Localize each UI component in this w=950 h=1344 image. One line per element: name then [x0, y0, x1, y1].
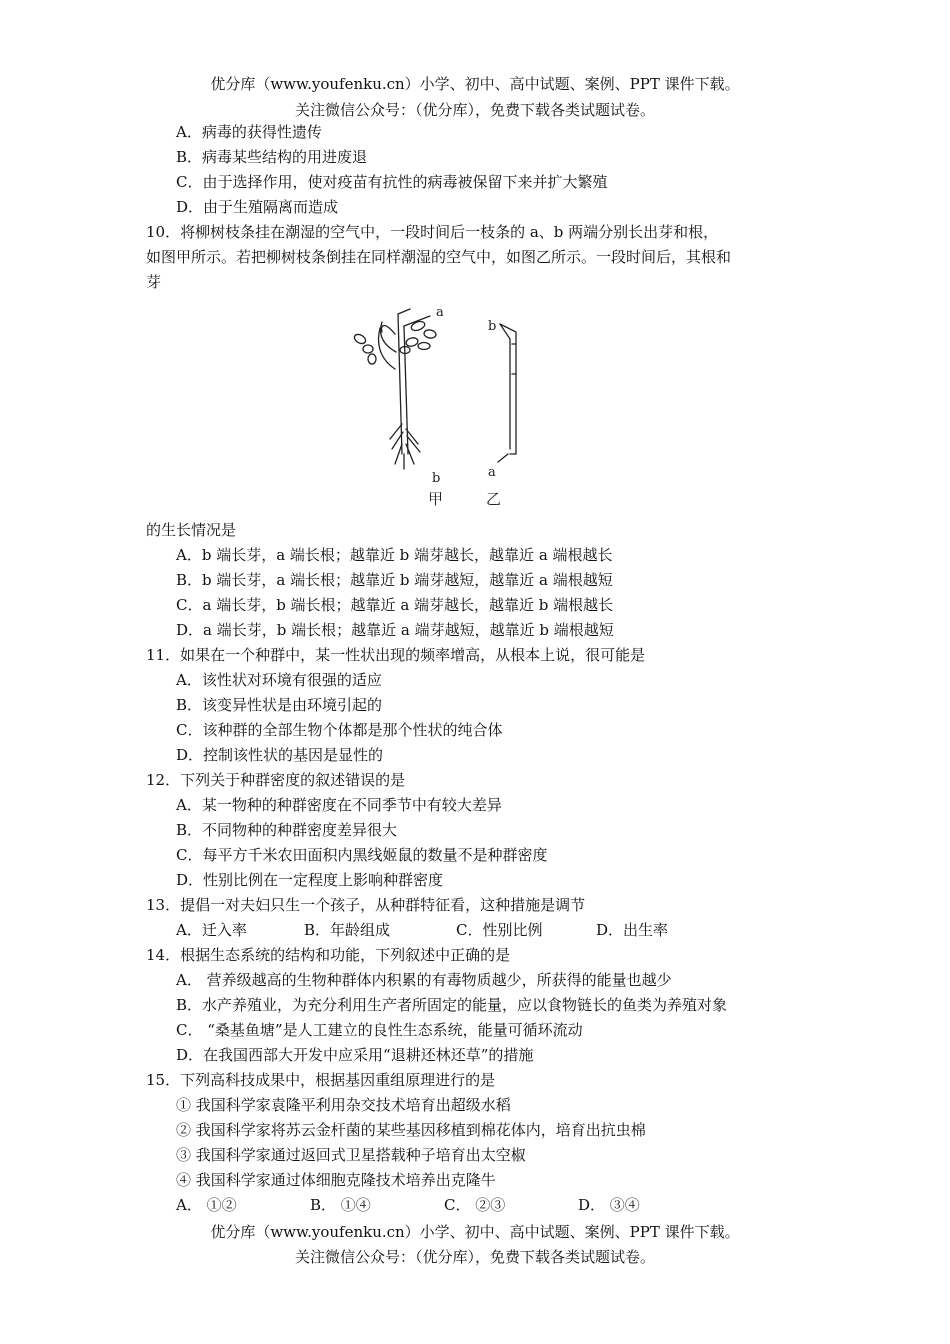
- q11-option-a: A．该性状对环境有很强的适应: [176, 671, 382, 689]
- q10-option-d: D．a 端长芽，b 端长根；越靠近 a 端芽越短，越靠近 b 端根越短: [176, 621, 614, 639]
- q14-stem: 14．根据生态系统的结构和功能，下列叙述中正确的是: [146, 946, 511, 964]
- q12-option-d: D．性别比例在一定程度上影响种群密度: [176, 871, 444, 889]
- q10-option-a: A．b 端长芽，a 端长根；越靠近 b 端芽越长，越靠近 a 端根越长: [176, 546, 613, 564]
- q11-option-d: D．控制该性状的基因是显性的: [176, 746, 384, 764]
- q12-option-b: B．不同物种的种群密度差异很大: [176, 821, 398, 839]
- q10-option-b: B．b 端长芽，a 端长根；越靠近 b 端芽越短，越靠近 a 端根越短: [176, 571, 613, 589]
- q15-item-2: ② 我国科学家将苏云金杆菌的某些基因移植到棉花体内，培育出抗虫棉: [176, 1121, 646, 1139]
- caption-jia: 甲: [428, 490, 444, 508]
- q11-stem: 11．如果在一个种群中，某一性状出现的频率增高，从根本上说，很可能是: [146, 646, 646, 664]
- q13-options-row: [176, 920, 668, 940]
- q12-option-c: C．每平方千米农田面积内黑线姬鼠的数量不是种群密度: [176, 846, 548, 864]
- footer-line-2: 关注微信公众号：（优分库），免费下载各类试题试卷。: [294, 1248, 655, 1266]
- q13-option-a: A．迁入率: [176, 921, 247, 939]
- header-line-2: 关注微信公众号：（优分库），免费下载各类试题试卷。: [294, 101, 655, 119]
- q15-option-c: C． ②③: [444, 1196, 506, 1214]
- q13-option-d: D．出生率: [596, 921, 669, 939]
- label-b-top: b: [488, 319, 497, 334]
- q10-option-c: C．a 端长芽，b 端长根；越靠近 a 端芽越长，越靠近 b 端根越长: [176, 596, 614, 614]
- q14-option-d: D．在我国西部大开发中应采用“退耕还林还草”的措施: [176, 1046, 534, 1064]
- q15-item-3: ③ 我国科学家通过返回式卫星搭载种子培育出太空椒: [176, 1146, 526, 1164]
- q15-options-row: [176, 1195, 640, 1215]
- label-a-top: a: [436, 305, 444, 320]
- q14-option-a: A． 营养级越高的生物种群体内积累的有毒物质越少，所获得的能量也越少: [176, 971, 672, 989]
- footer-line-1: 优分库（www.youfenku.cn）小学、初中、高中试题、案例、PPT 课件下载。: [210, 1223, 740, 1241]
- q12-stem: 12．下列关于种群密度的叙述错误的是: [146, 771, 406, 789]
- q12-option-a: A．某一物种的种群密度在不同季节中有较大差异: [176, 796, 502, 814]
- q15-item-4: ④ 我国科学家通过体细胞克隆技术培养出克隆牛: [176, 1171, 496, 1189]
- q13-option-b: B．年龄组成: [304, 921, 391, 939]
- willow-branch-figure: [340, 304, 530, 514]
- q15-option-d: D． ③④: [578, 1196, 640, 1214]
- q10-stem-line-2: 如图甲所示。若把柳树枝条倒挂在同样潮湿的空气中，如图乙所示。一段时间后，其根和: [146, 248, 732, 266]
- q10-stem-tail: 的生长情况是: [146, 521, 237, 539]
- q11-option-b: B．该变异性状是由环境引起的: [176, 696, 383, 714]
- q9-option-a: A．病毒的获得性遗传: [176, 123, 322, 141]
- q13-option-c: C．性别比例: [456, 921, 543, 939]
- branch-jia: [353, 309, 437, 469]
- q9-option-b: B．病毒某些结构的用进废退: [176, 148, 368, 166]
- q9-option-c: C．由于选择作用，使对疫苗有抗性的病毒被保留下来并扩大繁殖: [176, 173, 608, 191]
- q11-option-c: C．该种群的全部生物个体都是那个性状的纯合体: [176, 721, 503, 739]
- q14-option-c: C． “桑基鱼塘”是人工建立的良性生态系统，能量可循环流动: [176, 1021, 583, 1039]
- header-line-1: 优分库（www.youfenku.cn）小学、初中、高中试题、案例、PPT 课件下载。: [210, 75, 740, 93]
- q10-stem-line-1: 10．将柳树枝条挂在潮湿的空气中，一段时间后一枝条的 a、b 两端分别长出芽和根，: [146, 223, 719, 241]
- q10-stem-line-3: 芽: [146, 273, 162, 291]
- q15-item-1: ① 我国科学家袁隆平利用杂交技术培育出超级水稻: [176, 1096, 511, 1114]
- q15-option-a: A． ①②: [176, 1196, 237, 1214]
- q15-option-b: B． ①④: [310, 1196, 371, 1214]
- label-a-bottom: a: [488, 465, 496, 480]
- label-b-bottom: b: [432, 471, 441, 486]
- q13-stem: 13．提倡一对夫妇只生一个孩子，从种群特征看，这种措施是调节: [146, 896, 586, 914]
- branch-yi: [498, 324, 516, 462]
- q15-stem: 15．下列高科技成果中，根据基因重组原理进行的是: [146, 1071, 496, 1089]
- caption-yi: 乙: [486, 490, 502, 508]
- q14-option-b: B．水产养殖业，为充分利用生产者所固定的能量，应以食物链长的鱼类为养殖对象: [176, 996, 728, 1014]
- q9-option-d: D．由于生殖隔离而造成: [176, 198, 339, 216]
